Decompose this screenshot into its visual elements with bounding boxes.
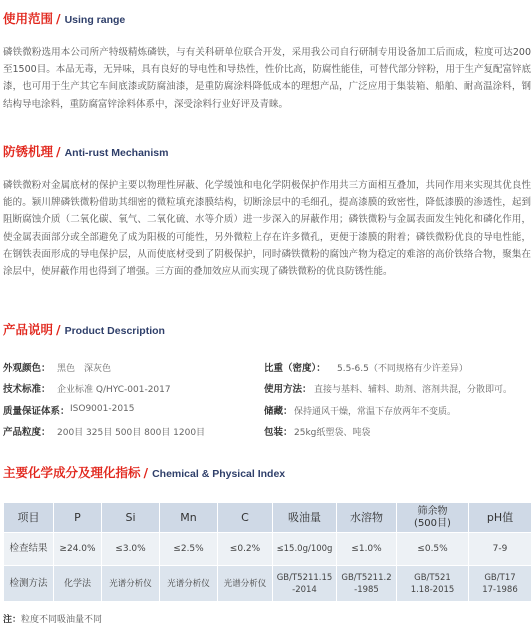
table-header-cell: Si [102, 503, 160, 533]
usage-title-cn: 使用范围 [3, 11, 54, 26]
spec-value: 25kg纸塑袋、吨袋 [294, 428, 371, 438]
spec-label: 质量保证体系： [3, 406, 70, 417]
table-header-cell: C [218, 503, 273, 533]
table-row [4, 566, 531, 602]
table-header-cell: Mn [160, 503, 218, 533]
chemical-index-table [3, 502, 531, 602]
table-header-cell: 水溶物 [337, 503, 397, 533]
spec-value: 黑色 深灰色 [57, 364, 112, 374]
spec-label: 外观颜色： [3, 363, 51, 374]
spec-label: 技术标准： [3, 384, 51, 395]
spec-label: 比重（密度）： [264, 363, 326, 374]
table-cell: GB/T5211.2 -1985 [337, 566, 397, 602]
table-note [3, 612, 102, 625]
product-section-title [3, 320, 165, 338]
spec-label: 包装： [264, 427, 293, 438]
table-cell: ≤0.5% [397, 533, 469, 566]
spec-value: 直接与基料、辅料、助剂、溶剂共混，分散即可。 [314, 385, 513, 395]
chemical-title-cn: 主要化学成分及理化指标 [3, 465, 141, 480]
table-cell: 7-9 [469, 533, 531, 566]
note-text: 粒度不同吸油量不同 [21, 615, 103, 625]
title-slash: / [143, 465, 149, 480]
usage-title-en: Using range [64, 14, 126, 26]
table-cell: GB/T521 1.18-2015 [397, 566, 469, 602]
table-cell: ≤15.0g/100g [273, 533, 337, 566]
spec-value: 保持通风干燥，常温下存放两年不变质。 [294, 407, 457, 417]
antirust-paragraph: 磷铁微粉对金属底材的保护主要以物理性屏蔽、化学缓蚀和电化学阴极保护作用共三方面相互叠加，共同作用来实现其优良性能的。颍川牌磷铁微粉借助其细密的微粒填充漆膜结构，切断涂层中的毛细孔，提高漆膜的致密性，降低漆膜的渗透性，起到阻断腐蚀介质（二氧化碳、氧气、二氧化硫、水等介质）进一步深入的屏蔽作用；磷铁微粉与金属表面发生钝化和磷化作用，使金属表面部分或全部避免了成为阳极的可能性，另外微粒上存在许多微孔，更便于漆膜的附着；磷铁微粉优良的导电性能，在钢铁表面形成的导电保护层，从而使底材受到了阴极保护，同时磷铁微粉的腐蚀产物为稳定的难溶的高价铁络合物，聚集在涂层中，使屏蔽作用也得到了增强。三方面的叠加效应从而实现了磷铁微粉的优良防锈性能。 [3, 180, 531, 278]
antirust-title-en: Anti-rust Mechanism [64, 147, 169, 159]
spec-value: 200目 325目 500目 800目 1200目 [57, 428, 206, 438]
table-cell: 化学法 [54, 566, 102, 602]
table-header-cell: 项目 [4, 503, 54, 533]
title-slash: / [56, 11, 61, 26]
table-cell: ≤3.0% [102, 533, 160, 566]
table-cell: ≤2.5% [160, 533, 218, 566]
chemical-section-title [3, 463, 285, 481]
usage-section-title [3, 9, 125, 27]
antirust-section-title [3, 142, 168, 160]
spec-label: 储藏： [264, 406, 293, 417]
title-slash: / [56, 144, 61, 159]
usage-paragraph: 磷铁微粉选用本公司所产特级精炼磷铁，与有关科研单位联合开发，采用我公司自行研制专用设备加工后而成，粒度可达200至1500目。本品无毒，无异味，具有良好的导电性和导热性，性价比高，防腐性能佳，可替代部分锌粉，用于生产复配富锌底漆，也可用于生产其它车间底漆或防腐油漆，是重防腐涂料降低成本的理想产品，广泛应用于集装箱、船舶、耐高温涂料，钢结构导电涂料，重防腐富锌涂料体系中，深受涂料行业好评及青睐。 [3, 47, 531, 110]
table-row [4, 533, 531, 566]
spec-label: 产品粒度： [3, 427, 51, 438]
table-cell: GB/T5211.15 -2014 [273, 566, 337, 602]
note-label: 注： [3, 615, 22, 625]
table-cell: GB/T17 17-1986 [469, 566, 531, 602]
product-title-cn: 产品说明 [3, 322, 54, 337]
spec-value: ISO9001-2015 [70, 404, 135, 414]
table-cell: ≤1.0% [337, 533, 397, 566]
table-cell: 光谱分析仪 [160, 566, 218, 602]
antirust-title-cn: 防锈机理 [3, 144, 54, 159]
table-header-cell: P [54, 503, 102, 533]
table-header-cell: 吸油量 [273, 503, 337, 533]
spec-label: 使用方法： [264, 384, 312, 395]
table-cell: 光谱分析仪 [218, 566, 273, 602]
table-header-row [4, 503, 531, 533]
table-cell: ≤0.2% [218, 533, 273, 566]
table-cell: 光谱分析仪 [102, 566, 160, 602]
spec-value: 5.5-6.5（不同规格有少许差异） [337, 364, 468, 374]
spec-value: 企业标准 Q/HYC-001-2017 [57, 385, 171, 395]
table-cell: ≥24.0% [54, 533, 102, 566]
product-title-en: Product Description [64, 325, 165, 337]
table-row-header: 检查结果 [4, 533, 54, 566]
table-header-cell: pH值 [469, 503, 531, 533]
chemical-title-en: Chemical & Physical Index [152, 468, 286, 480]
table-row-header: 检测方法 [4, 566, 54, 602]
table-header-cell: 筛余物 (500目) [397, 503, 469, 533]
title-slash: / [56, 322, 61, 337]
